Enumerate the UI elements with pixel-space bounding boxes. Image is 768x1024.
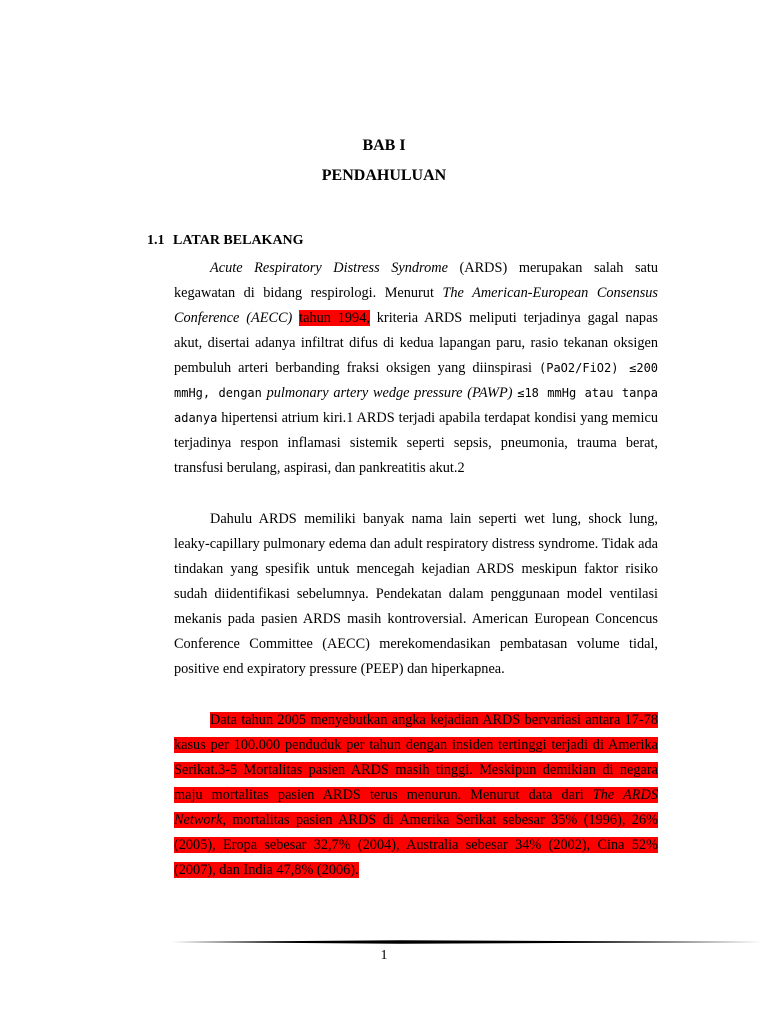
highlight-data: Data tahun 2005 menyebutkan angka kejadian ARDS bervariasi antara 17-78 kasus per 100.000 penduduk per tahun dengan insiden tertinggi terjadi di Amerika Serikat.3-5 Mortalitas pasien ARDS masih tinggi. Meskipun demikian di negara maju mortalitas pasien ARDS terus menurun. Menurut data dari (174, 712, 658, 803)
highlight-mortality: mortalitas pasien ARDS di Amerika Serikat sebesar 35% (1996), 26% (2005), Eropa sebesar 32,7% (2004), Australia sebesar 34% (2002), Cina 52% (2007), dan India 47,8% (2006). (174, 812, 658, 878)
formula-pawp: ≤18 mmHg atau tanpa adanya (174, 386, 658, 425)
chapter-title: PENDAHULUAN (321, 167, 447, 184)
paragraph-1-text-b: kriteria ARDS meliputi terjadinya gagal napas akut, disertai adanya infiltrat difus di kedua lapangan paru, rasio tekanan oksigen pembuluh arteri berbanding fraksi oksigen yang diinspirasi (174, 310, 658, 376)
section-title: LATAR BELAKANG (173, 233, 304, 248)
paragraph-2: Dahulu ARDS memiliki banyak nama lain seperti wet lung, shock lung, leaky-capillary pulmonary edema dan adult respiratory distress syndrome. Tidak ada tindakan yang spesifik untuk mencegah kejadian ARDS meskipun faktor risiko sudah diidentifikasi sebelumnya. Pendekatan dalam penggunaan model ventilasi mekanis pada pasien ARDS masih kontroversial. American European Concencus Conference Committee (AECC) merekomendasikan pembatasan volume tidal, positive end expiratory pressure (PEEP) dan hiperkapnea. (174, 511, 658, 677)
paragraph-1-text-c: hipertensi atrium kiri.1 ARDS terjadi apabila terdapat kondisi yang memicu terjadinya respon inflamasi sistemik seperti sepsis, pneumonia, trauma berat, transfusi berulang, aspirasi, dan pankreatitis akut.2 (174, 410, 658, 476)
term-ards-network: The ARDS Network, (174, 787, 659, 828)
term-ards: Acute Respiratory Distress Syndrome (210, 260, 448, 276)
chapter-number: BAB I (362, 137, 406, 154)
paragraph-1-text-a: (ARDS) merupakan salah satu kegawatan di bidang respirologi. Menurut (174, 260, 659, 301)
highlight-year: tahun 1994, (299, 310, 370, 326)
section-number: 1.1 (147, 233, 165, 248)
page-number: 1 (380, 948, 388, 963)
term-aecc: The American-European Consensus Conference (AECC) (174, 285, 658, 326)
term-pawp: pulmonary artery wedge pressure (PAWP) (266, 385, 513, 401)
formula-ratio: (PaO2/FiO2) ≤200 mmHg, dengan (174, 361, 659, 400)
